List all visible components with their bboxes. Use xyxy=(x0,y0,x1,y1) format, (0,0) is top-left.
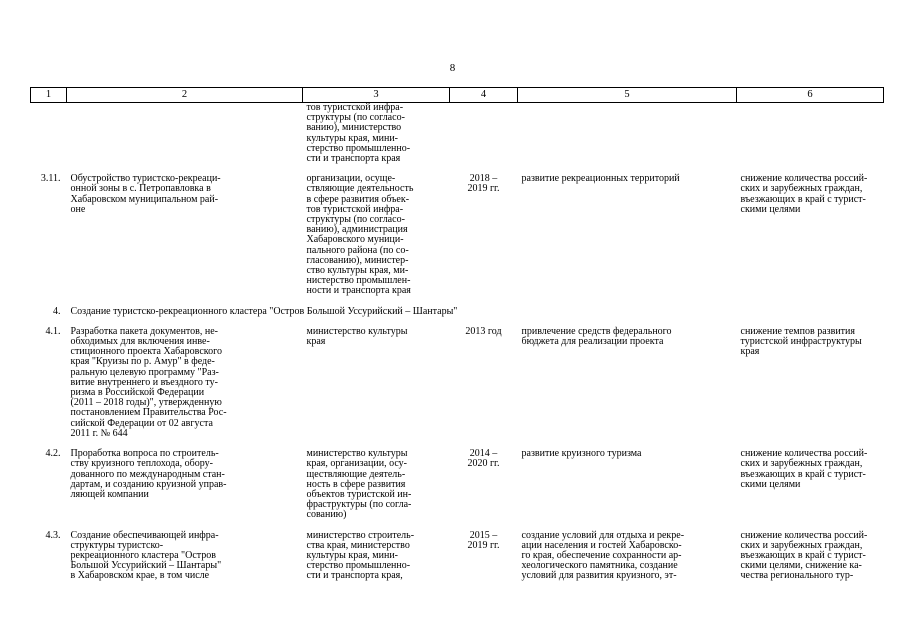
row-executor: министерство культуры края xyxy=(306,325,408,348)
row-result: создание условий для отдыха и рекре- ации населения и гостей Хабаровско- го края, обеспечение сохранности ар- хеологического памятника, создание условий для развития круизного, эт- xyxy=(521,529,685,582)
row-risk: снижение количества россий- ских и зарубежных граждан, въезжающих в край с турист- скими целями, снижение ка- чества регионального тур- xyxy=(740,529,868,582)
row-risk: снижение количества россий- ских и зарубежных граждан, въезжающих в край с турист- скими целями xyxy=(740,448,868,490)
row-period: 2015 – 2019 гг. xyxy=(467,529,500,551)
row-result: привлечение средств федерального бюджета для реализации проекта xyxy=(521,325,672,348)
row-executor: министерство строитель- ства края, министерство культуры края, мини- стерство промышленно- сти и транспорта края, xyxy=(306,529,415,582)
header-col-6: 6 xyxy=(737,88,884,103)
table-row xyxy=(31,174,884,296)
page-number: 8 xyxy=(449,62,456,74)
row-title: Разработка пакета документов, не- обходимых для включения инве- стиционного проекта Хабаровского края "Круизы по р. Амур" в феде- ральную целевую программу "Раз- витие внутреннего и въездного ту- ризма в Российской Федерации (2011 – 2018 годы)", утвержденную постановлением Правительства Рос- сийской Федерации от 02 августа 2011 г. № 644 xyxy=(70,325,227,439)
header-row xyxy=(31,88,884,103)
table-row xyxy=(31,531,884,582)
section-row xyxy=(31,307,884,317)
row-number: 4.1. xyxy=(45,325,61,337)
row-risk xyxy=(737,103,884,165)
row-result: развитие круизного туризма xyxy=(521,448,642,460)
header-col-3: 3 xyxy=(303,88,450,103)
row-result: развитие рекреационных территорий xyxy=(521,173,680,185)
row-title: Создание обеспечивающей инфра- структуры туристско- рекреационного кластера "Остров Большой Уссурийский – Шантары" в Хабаровском крае, в том числе xyxy=(70,529,222,582)
row-result xyxy=(518,103,737,165)
row-number: 3.11. xyxy=(40,173,61,185)
table-row xyxy=(31,327,884,439)
header-col-5: 5 xyxy=(518,88,737,103)
header-col-2: 2 xyxy=(67,88,303,103)
row-title: Проработка вопроса по строитель- ству круизного теплохода, обору- дованного по международным стан- дартам, и созданию круизной управ- ляющей компании xyxy=(70,448,227,500)
row-number xyxy=(31,103,67,165)
row-period: 2018 – 2019 гг. xyxy=(467,173,500,195)
measures-table xyxy=(30,87,884,582)
row-executor: министерство культуры края, организации, осу- ществляющие деятель- ность в сфере развития объектов туристской ин- фраструктуры (по согла- сованию) xyxy=(306,448,412,521)
table-row xyxy=(31,103,884,165)
row-risk: снижение количества россий- ских и зарубежных граждан, въезжающих в край с турист- скими целями xyxy=(740,173,868,215)
row-title xyxy=(67,103,303,165)
row-executor: тов туристской инфра- структуры (по согласо- ванию), министерство культуры края, мини- стерство промышленно- сти и транспорта края xyxy=(306,102,411,165)
section-title: Создание туристско-рекреационного кластера "Остров Большой Уссурийский – Шантары" xyxy=(70,305,458,317)
row-period: 2014 – 2020 гг. xyxy=(467,448,500,470)
row-number: 4.2. xyxy=(45,448,61,460)
row-title: Обустройство туристско-рекреаци- онной зоны в с. Петропавловка в Хабаровском муниципальном рай- оне xyxy=(70,173,221,215)
row-executor: организации, осуще- ствляющие деятельность в сфере развития объек- тов туристской инфра- структуры (по согласо- ванию), администрация Хабаровского муници- пального района (по со- гласованию), министер- ство культуры края, ми- нистерство промышлен- ности и транспорта края xyxy=(306,173,414,297)
row-number: 4.3. xyxy=(45,529,61,541)
header-col-4: 4 xyxy=(450,88,518,103)
header-col-1: 1 xyxy=(31,88,67,103)
row-period: 2013 год xyxy=(465,325,502,337)
section-number: 4. xyxy=(53,305,61,317)
row-risk: снижение темпов развития туристской инфраструктуры края xyxy=(740,325,862,358)
row-period xyxy=(450,103,518,165)
table-row xyxy=(31,449,884,520)
